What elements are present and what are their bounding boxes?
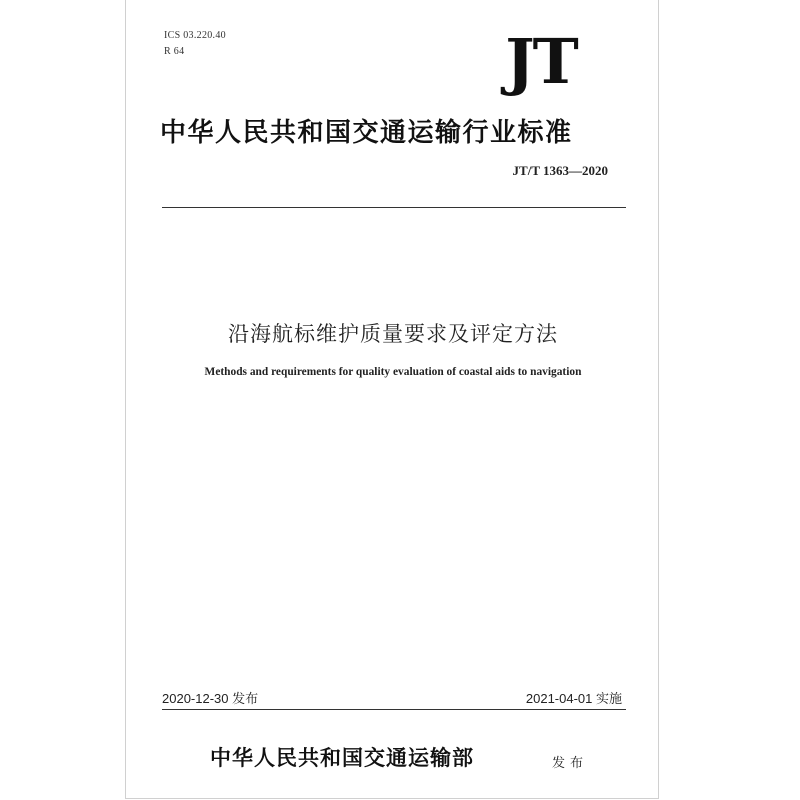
issue-date: 2020-12-30 发布	[162, 691, 259, 706]
standard-number: JT/T 1363—2020	[512, 163, 608, 178]
ics-code: ICS 03.220.40	[164, 30, 226, 41]
publish-label: 发布	[552, 756, 589, 771]
document-title-zh: 沿海航标维护质量要求及评定方法	[228, 322, 558, 346]
top-divider	[162, 207, 626, 208]
implementation-date: 2021-04-01 实施	[525, 691, 622, 706]
document-title-en: Methods and requirements for quality evaluation of coastal aids to navigation	[204, 364, 582, 378]
bottom-divider	[162, 709, 626, 710]
standard-cover-page	[125, 0, 659, 799]
industry-standard-title: 中华人民共和国交通运输行业标准	[160, 118, 573, 148]
ccs-code: R 64	[164, 46, 185, 57]
publisher-name: 中华人民共和国交通运输部	[210, 746, 474, 770]
jt-logo: JT	[505, 25, 577, 98]
